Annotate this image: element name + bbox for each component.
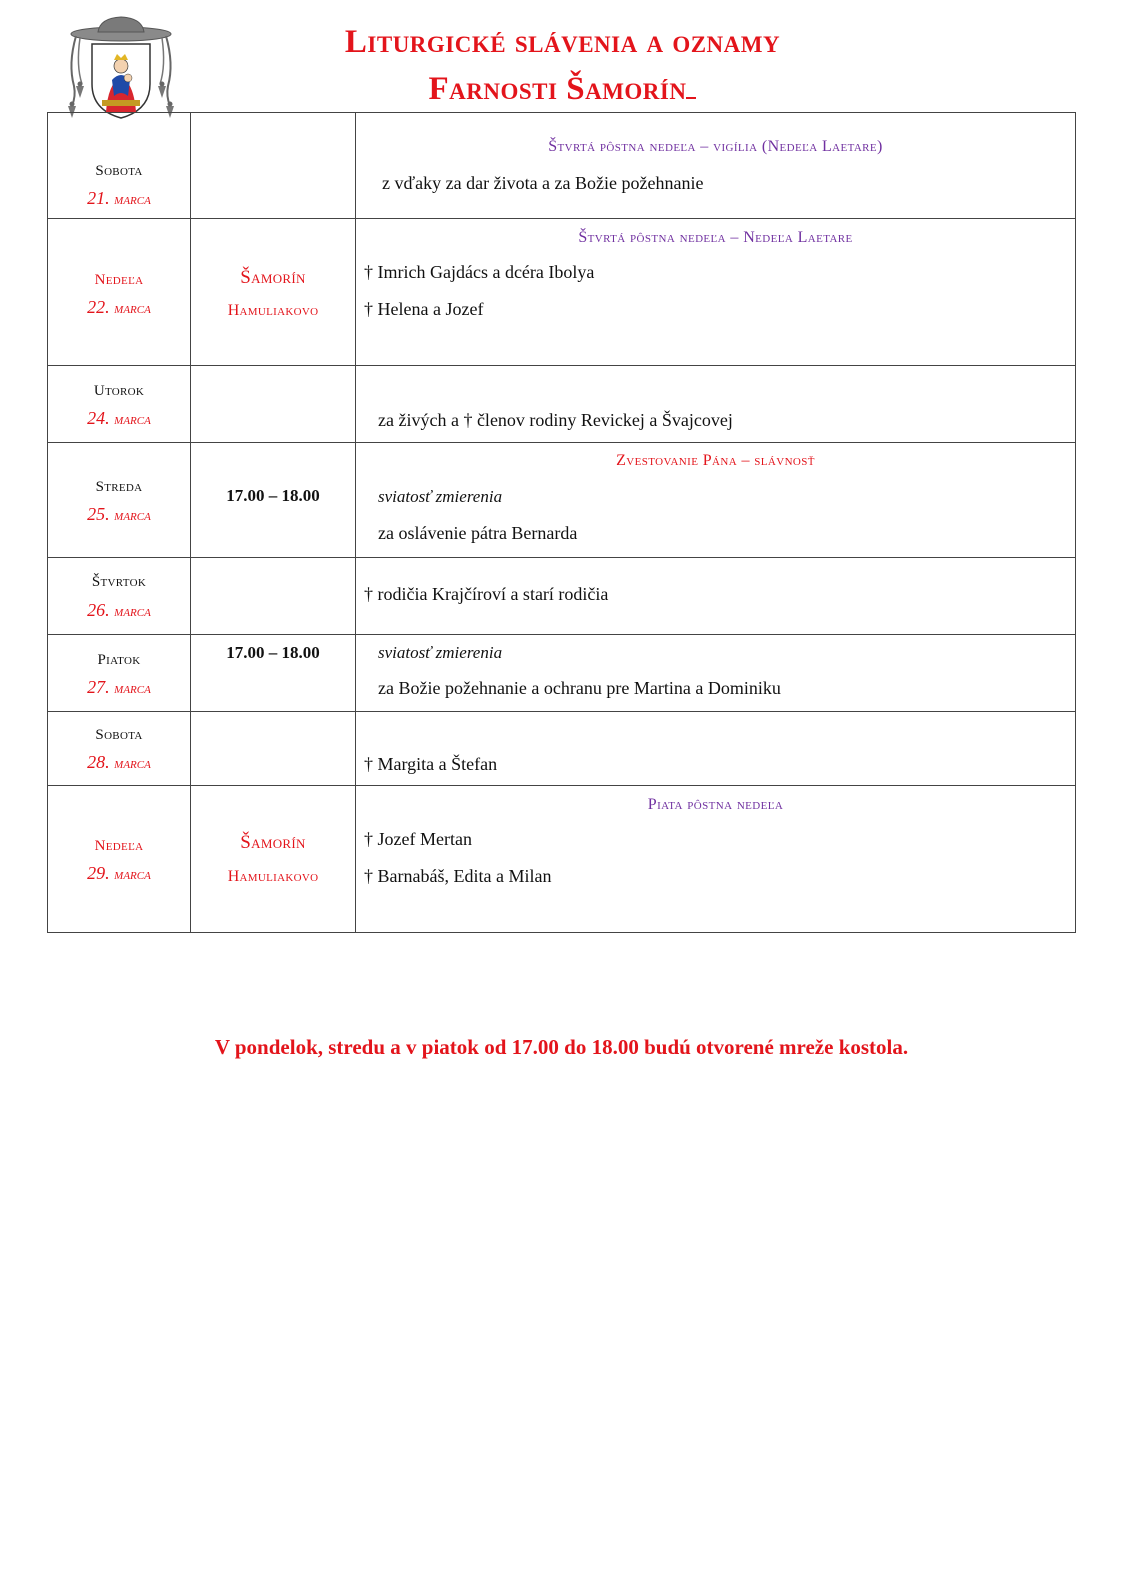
mass-intention: † Barnabáš, Edita a Milan <box>364 866 552 886</box>
feast-title: Štvrtá pôstna nedeľa – vigília (Nedeľa Laetare) <box>548 138 883 155</box>
intention-cell <box>356 712 1076 786</box>
date-number: 29. <box>87 863 110 883</box>
date-month: marca <box>114 604 151 620</box>
table-row <box>48 113 1076 219</box>
place-time-cell <box>191 366 356 443</box>
document-title-line-2-text: Farnosti Šamorín <box>428 71 687 107</box>
place-time-cell <box>191 635 356 712</box>
table-row <box>48 635 1076 712</box>
table-row <box>48 219 1076 366</box>
place-secondary: Hamuliakovo <box>227 302 319 319</box>
date-number: 26. <box>87 600 110 620</box>
day-name: Streda <box>95 479 143 495</box>
day-cell <box>48 443 191 558</box>
intention-cell <box>356 366 1076 443</box>
date <box>48 677 190 698</box>
date-month: marca <box>114 412 151 428</box>
date-number: 21. <box>87 188 110 208</box>
confession-label: sviatosť zmierenia <box>378 487 503 506</box>
day-cell <box>48 219 191 366</box>
feast-title: Zvestovanie Pána – slávnosť <box>616 452 815 469</box>
place-primary: Šamorín <box>240 267 306 288</box>
confession-label: sviatosť zmierenia <box>378 643 503 662</box>
place-secondary: Hamuliakovo <box>227 868 319 885</box>
feast-title: Štvrtá pôstna nedeľa – Nedeľa Laetare <box>578 229 853 246</box>
day-name: Štvrtok <box>91 574 147 590</box>
confession-time: 17.00 – 18.00 <box>226 643 320 662</box>
day-name: Sobota <box>95 727 143 743</box>
intention-cell <box>356 786 1076 933</box>
schedule-table <box>47 112 1076 933</box>
place-primary: Šamorín <box>240 832 306 853</box>
table-row <box>48 366 1076 443</box>
table-row <box>48 786 1076 933</box>
title-underline-mark <box>686 75 696 99</box>
mass-intention: † Jozef Mertan <box>364 829 472 849</box>
intention-cell <box>356 113 1076 219</box>
day-name: Utorok <box>93 383 145 399</box>
intention-cell <box>356 219 1076 366</box>
document-title-line-1: Liturgické slávenia a oznamy <box>344 24 781 60</box>
day-name: Sobota <box>95 163 143 179</box>
date-month: marca <box>114 301 151 317</box>
date-month: marca <box>114 192 151 208</box>
date <box>48 600 190 621</box>
mass-intention: z vďaky za dar života a za Božie požehnanie <box>382 173 704 193</box>
mass-intention: za živých a † členov rodiny Revickej a Švajcovej <box>378 410 733 430</box>
date-number: 22. <box>87 297 110 317</box>
intention-cell <box>356 635 1076 712</box>
place-time-cell <box>191 443 356 558</box>
day-cell <box>48 712 191 786</box>
day-name: Nedeľa <box>94 272 144 288</box>
footer-announcement: V pondelok, stredu a v piatok od 17.00 do 18.00 budú otvorené mreže kostola. <box>214 1035 909 1059</box>
mass-intention: za oslávenie pátra Bernarda <box>378 523 578 543</box>
feast-title: Piata pôstna nedeľa <box>647 796 784 813</box>
day-name: Piatok <box>97 652 141 668</box>
date-number: 28. <box>87 752 110 772</box>
intention-cell <box>356 558 1076 635</box>
date <box>48 188 190 209</box>
date <box>48 863 190 884</box>
intention-cell <box>356 443 1076 558</box>
table-row <box>48 443 1076 558</box>
date-number: 24. <box>87 408 110 428</box>
day-cell <box>48 558 191 635</box>
day-cell <box>48 366 191 443</box>
place-time-cell <box>191 558 356 635</box>
mass-intention: za Božie požehnanie a ochranu pre Martina a Dominiku <box>378 678 781 698</box>
table-row <box>48 558 1076 635</box>
day-cell <box>48 635 191 712</box>
date <box>48 752 190 773</box>
date-number: 25. <box>87 504 110 524</box>
date <box>48 504 190 525</box>
date <box>48 408 190 429</box>
document-title-line-2 <box>190 73 935 106</box>
mass-intention: † Margita a Štefan <box>364 754 498 774</box>
place-time-cell <box>191 113 356 219</box>
place-time-cell <box>191 712 356 786</box>
day-name: Nedeľa <box>94 838 144 854</box>
day-cell <box>48 113 191 219</box>
place-time-cell <box>191 219 356 366</box>
date-month: marca <box>114 756 151 772</box>
date-number: 27. <box>87 677 110 697</box>
day-cell <box>48 786 191 933</box>
mass-intention: † rodičia Krajčíroví a starí rodičia <box>364 584 609 604</box>
mass-intention: † Imrich Gajdács a dcéra Ibolya <box>364 262 595 282</box>
date <box>48 297 190 318</box>
date-month: marca <box>114 508 151 524</box>
date-month: marca <box>114 867 151 883</box>
parish-coat-of-arms-logo <box>62 14 180 122</box>
date-month: marca <box>114 681 151 697</box>
place-time-cell <box>191 786 356 933</box>
table-row <box>48 712 1076 786</box>
mass-intention: † Helena a Jozef <box>364 299 484 319</box>
confession-time: 17.00 – 18.00 <box>226 486 320 505</box>
